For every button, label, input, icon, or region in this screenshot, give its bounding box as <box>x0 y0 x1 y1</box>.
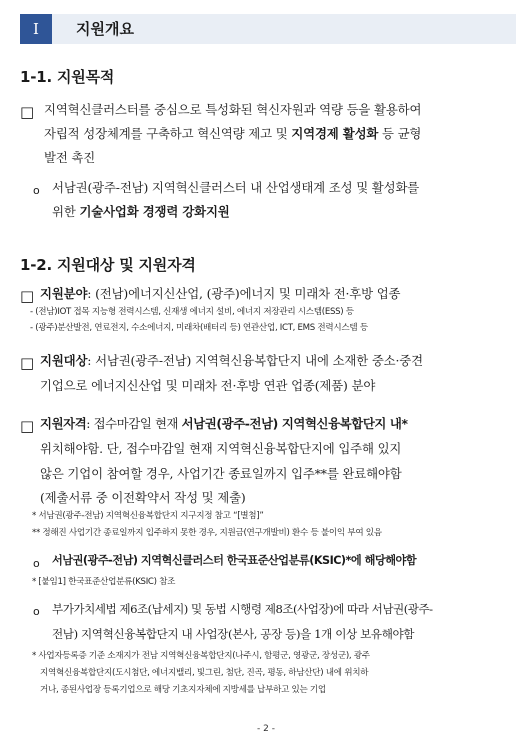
heading-purpose: 1-1. 지원목적 <box>20 68 115 86</box>
circle-bullet-icon: o <box>33 605 40 618</box>
purpose-line-2: 자립적 성장체계를 구축하고 혁신역량 제고 및 지역경제 활성화 등 균형 <box>44 126 422 141</box>
qualification-note-2: ** 정해진 사업기간 종료일까지 입주하지 못한 경우, 지원금(연구개발비) 환수 등 불이익 부여 있음 <box>32 528 382 538</box>
purpose-line-1: 지역혁신클러스터를 중심으로 특성화된 혁신자원과 역량 등을 활용하여 <box>44 102 422 117</box>
purpose-bullet-line-1: 서남권(광주-전남) 지역혁신클러스터 내 산업생태계 조성 및 활성화를 <box>52 180 420 195</box>
qualification-line-2: 위치해야함. 단, 접수마감일 현재 지역혁신융복합단지에 입주해 있지 <box>40 441 402 456</box>
target-line-1: 지원대상: 서남권(광주-전남) 지역혁신융복합단지 내에 소재한 중소·중견 <box>40 353 423 368</box>
heading-eligibility: 1-2. 지원대상 및 지원자격 <box>20 256 196 274</box>
circle-bullet-icon: o <box>33 557 40 570</box>
field-note-1: - (전남)IOT 접목 지능형 전력시스템, 신재생 에너지 설비, 에너지 저장관리 시스템(ESS) 등 <box>30 307 354 317</box>
location-note-line-1: * 사업자등록증 기준 소재지가 전남 지역혁신융복합단지(나주시, 함평군, 영광군, 장성군), 광주 <box>32 651 370 661</box>
location-note-line-3: 거나, 종된사업장 등록기업으로 해당 기초지자체에 지방세를 납부하고 있는 기업 <box>40 685 326 695</box>
section-number: Ⅰ <box>20 14 52 44</box>
checkbox-square-icon: □ <box>20 417 35 435</box>
checkbox-square-icon: □ <box>20 354 35 372</box>
vat-line-1: 부가가치세법 제6조(납세지) 및 동법 시행령 제8조(사업장)에 따라 서남권(광주- <box>52 602 433 616</box>
vat-line-2: 전남) 지역혁신융복합단지 내 사업장(본사, 공장 등)을 1개 이상 보유해야함 <box>52 627 415 641</box>
location-note-line-2: 지역혁신융복합단지(도시첨단, 에너지밸리, 빛그린, 첨단, 진곡, 평동, 하남산단) 내에 위치하 <box>40 668 369 678</box>
section-title: 지원개요 <box>76 20 134 38</box>
field-line: 지원분야: (전남)에너지신산업, (광주)에너지 및 미래차 전·후방 업종 <box>40 286 401 301</box>
qualification-note-1: * 서남권(광주-전남) 지역혁신융복합단지 지구지정 참고 “[별첨]” <box>32 511 264 521</box>
ksic-requirement: 서남권(광주-전남) 지역혁신클러스터 한국표준산업분류(KSIC)*에 해당해야함 <box>52 554 417 567</box>
purpose-bullet-line-2: 위한 기술사업화 경쟁력 강화지원 <box>52 204 230 219</box>
section-header <box>20 14 516 44</box>
qualification-line-3: 않은 기업이 참여할 경우, 사업기간 종료일까지 입주**를 완료해야함 <box>40 466 402 481</box>
page-number: - 2 - <box>257 724 275 734</box>
target-line-2: 기업으로 에너지신산업 및 미래차 전·후방 연관 업종(제품) 분야 <box>40 378 376 393</box>
checkbox-square-icon: □ <box>20 287 35 305</box>
checkbox-square-icon: □ <box>20 103 35 121</box>
qualification-line-4: (제출서류 중 이전확약서 작성 및 제출) <box>40 490 246 505</box>
field-note-2: - (광주)분산발전, 연료전지, 수소에너지, 미래차(배터리 등) 연관산업, ICT, EMS 전력시스템 등 <box>30 323 368 333</box>
purpose-line-3: 발전 촉진 <box>44 150 96 165</box>
qualification-line-1: 지원자격: 접수마감일 현재 서남권(광주-전남) 지역혁신융복합단지 내* <box>40 416 408 431</box>
ksic-note: * [붙임1] 한국표준산업분류(KSIC) 참조 <box>32 577 176 587</box>
circle-bullet-icon: o <box>33 184 40 197</box>
